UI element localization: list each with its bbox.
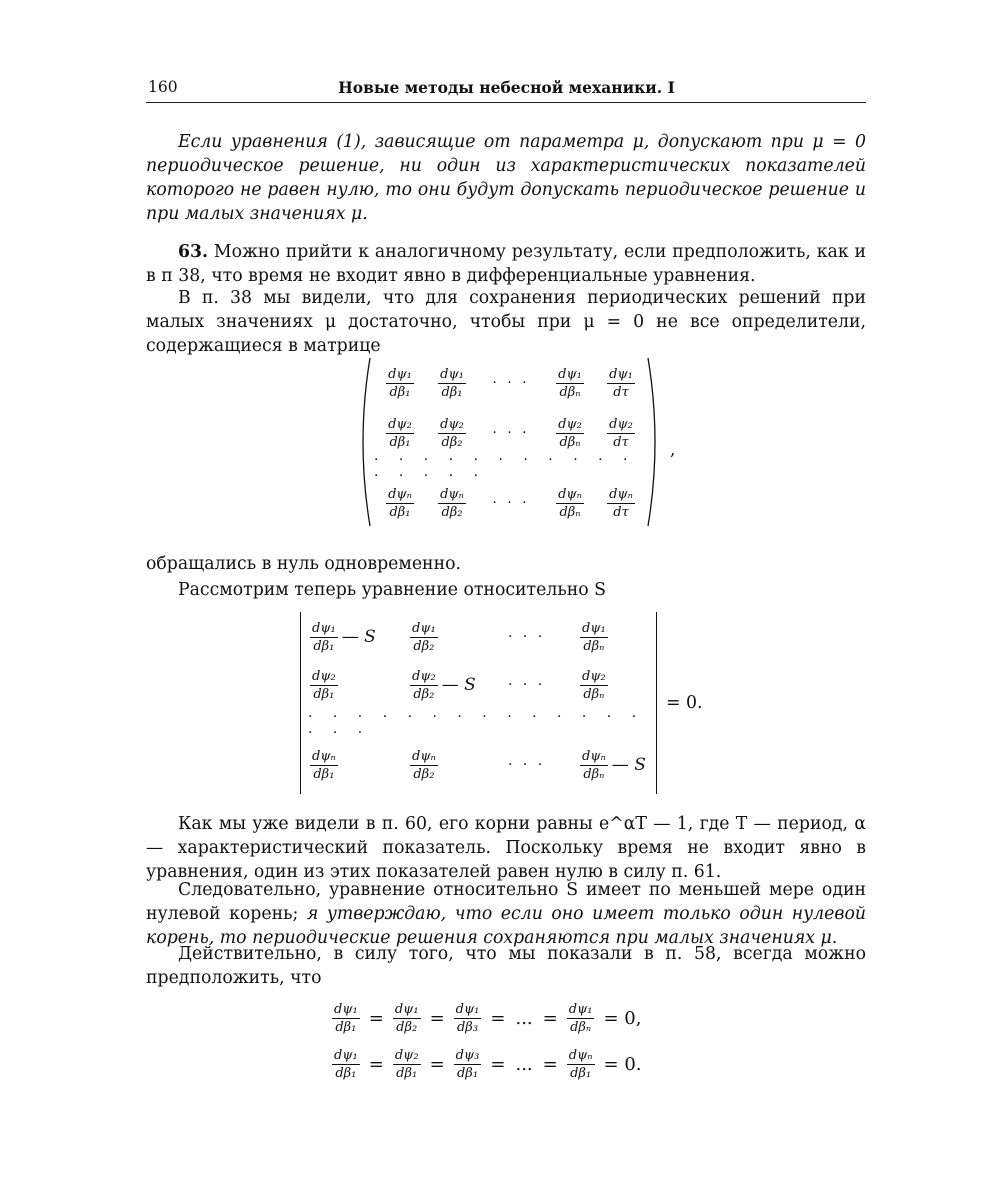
equals-sign: = — [542, 1054, 558, 1075]
matrix-entry — [556, 367, 584, 400]
denominator: dβ₁ — [335, 1066, 357, 1081]
ellipsis: ... — [515, 1054, 533, 1075]
minus-s: — S — [441, 675, 476, 695]
det-left-bar — [300, 612, 301, 794]
equation-end: = 0, — [603, 1008, 642, 1029]
paragraph-60-text: Как мы уже видели в п. 60, его корни равны e^αT — 1, где T — период, α — характеристический показатель. Поскольку время не входит явно в уравнения, один из этих показателей равен нулю в силу п. 61. — [146, 814, 866, 882]
denominator: dβₙ — [559, 384, 581, 400]
numerator: dψ₁ — [388, 366, 412, 382]
equation-row-1 — [330, 1002, 644, 1035]
denominator: dβ₂ — [441, 504, 463, 520]
denominator: dβₙ — [570, 1020, 592, 1035]
numerator: dψ₂ — [394, 1048, 419, 1063]
matrix-dots: · · · — [492, 425, 530, 441]
numerator: dψ₂ — [388, 416, 412, 432]
consider-line: Рассмотрим теперь уравнение относительно S — [178, 580, 606, 600]
matrix-entry — [607, 417, 635, 450]
numerator: dψₙ — [440, 486, 464, 502]
minus-s: — S — [341, 627, 376, 647]
numerator: dψ₁ — [334, 1002, 358, 1017]
numerator: dψ₂ — [312, 668, 336, 684]
denominator: dβₙ — [583, 686, 605, 702]
numerator: dψ₁ — [394, 1002, 419, 1017]
matrix-comma: , — [670, 440, 676, 460]
denominator: dβₙ — [559, 504, 581, 520]
equation-fraction — [567, 1048, 595, 1081]
matrix-entry — [438, 487, 466, 520]
denominator: dτ — [613, 384, 629, 400]
det-cell — [578, 749, 646, 782]
consequently-claim: я утверждаю, что если оно имеет только один нулевой корень, то периодические решения сохраняются при малых значениях μ. — [146, 904, 866, 948]
det-dots: · · · — [508, 629, 546, 645]
matrix-entry — [386, 367, 414, 400]
equals-sign: = — [368, 1054, 384, 1075]
numerator: dψₙ — [609, 486, 633, 502]
matrix-dots: · · · — [492, 375, 530, 391]
determinant-grid — [308, 614, 654, 790]
numerator: dψ₁ — [609, 366, 633, 382]
denominator: dβ₂ — [413, 638, 435, 654]
equation-fraction — [454, 1048, 482, 1081]
equals-sign: = — [542, 1008, 558, 1029]
minus-s: — S — [611, 755, 646, 775]
denominator: dβ₁ — [389, 434, 411, 450]
numerator: dψₙ — [582, 748, 606, 764]
denominator: dβ₁ — [396, 1066, 418, 1081]
header-rule — [146, 102, 866, 103]
equation-end: = 0. — [603, 1054, 642, 1075]
numerator: dψ₁ — [440, 366, 464, 382]
denominator: dβ₁ — [570, 1066, 592, 1081]
ellipsis: ... — [515, 1008, 533, 1029]
numerator: dψ₂ — [558, 416, 582, 432]
numerator: dψ₁ — [582, 620, 606, 636]
numerator: dψₙ — [312, 748, 336, 764]
det-cell — [308, 749, 340, 782]
denominator: dβ₁ — [313, 766, 335, 782]
theorem-statement — [146, 130, 866, 226]
after-matrix-line: обращались в нуль одновременно. — [146, 554, 461, 574]
numerator: dψ₁ — [558, 366, 582, 382]
denominator: dβ₁ — [441, 384, 463, 400]
denominator: dτ — [613, 434, 629, 450]
numerator: dψₙ — [412, 748, 436, 764]
matrix-entry — [556, 487, 584, 520]
characteristic-determinant — [300, 612, 660, 794]
numerator: dψ₁ — [412, 620, 436, 636]
consider-text — [146, 578, 866, 602]
det-entry — [310, 749, 338, 782]
indeed-text: Действительно, в силу того, что мы показали в п. 58, всегда можно предположить, что — [146, 944, 866, 988]
equation-fraction — [332, 1002, 360, 1035]
running-title: Новые методы небесной механики. I — [338, 78, 675, 97]
equals-sign: = — [429, 1008, 445, 1029]
theorem-text: Если уравнения (1), зависящие от параметра μ, допускают при μ = 0 периодическое решение, ни один из характеристических показателей которого не равен нулю, то они будут допускать периодическое решение и при малых значениях μ. — [146, 132, 866, 224]
numerator: dψ₁ — [455, 1002, 480, 1017]
matrix-entry — [607, 487, 635, 520]
numerator: dψ₂ — [582, 668, 606, 684]
denominator: dτ — [613, 504, 629, 520]
numerator: dψ₁ — [568, 1002, 593, 1017]
denominator: dβ₁ — [335, 1020, 357, 1035]
det-entry — [580, 669, 608, 702]
equals-sign: = — [490, 1008, 506, 1029]
det-dots: · · · — [508, 677, 546, 693]
equation-fraction — [454, 1002, 482, 1035]
numerator: dψₙ — [568, 1048, 593, 1063]
equals-sign: = — [490, 1054, 506, 1075]
equation-fraction — [567, 1002, 595, 1035]
equals-sign: = — [368, 1008, 384, 1029]
numerator: dψ₁ — [312, 620, 336, 636]
denominator: dβ₁ — [313, 638, 335, 654]
section-number: 63. — [178, 242, 209, 262]
det-entry — [310, 669, 338, 702]
numerator: dψ₂ — [609, 416, 633, 432]
denominator: dβ₁ — [313, 686, 335, 702]
numerator: dψ₁ — [334, 1048, 358, 1063]
det-entry — [410, 669, 438, 702]
matrix-dots-row: · · · · · · · · · · · · · · · · — [374, 452, 636, 484]
page-number: 160 — [148, 78, 178, 96]
matrix-entry — [386, 487, 414, 520]
det-cell — [308, 669, 340, 702]
indeed-paragraph — [146, 942, 866, 990]
matrix-entry — [556, 417, 584, 450]
matrix-entry — [607, 367, 635, 400]
denominator: dβ₁ — [389, 504, 411, 520]
det-dots-row: · · · · · · · · · · · · · · · · · — [308, 709, 645, 741]
denominator: dβ₂ — [413, 766, 435, 782]
det-dots: · · · — [508, 757, 546, 773]
denominator: dβ₁ — [389, 384, 411, 400]
equation-fraction — [332, 1048, 360, 1081]
det-cell — [578, 669, 610, 702]
matrix-dots: · · · — [492, 495, 530, 511]
consequently-plain: Следовательно, уравнение относительно S имеет по меньшей мере один нулевой корень; — [146, 880, 866, 924]
matrix-entry — [386, 417, 414, 450]
det-cell — [408, 621, 440, 654]
denominator: dβ₃ — [456, 1020, 479, 1035]
numerator: dψ₂ — [412, 668, 436, 684]
equation-row-2 — [330, 1048, 645, 1081]
det-entry — [410, 749, 438, 782]
paragraph-38-reference — [146, 286, 866, 358]
denominator: dβ₂ — [441, 434, 463, 450]
det-cell — [408, 749, 440, 782]
consequently-paragraph — [146, 878, 866, 950]
det-cell — [578, 621, 610, 654]
denominator: dβ₂ — [396, 1020, 418, 1035]
det-entry — [580, 621, 608, 654]
matrix-entry — [438, 417, 466, 450]
paragraph-60 — [146, 812, 866, 884]
left-paren — [356, 356, 372, 528]
denominator: dβₙ — [583, 766, 605, 782]
page-header — [148, 78, 865, 102]
equals-sign: = — [429, 1054, 445, 1075]
det-entry — [580, 749, 608, 782]
paragraph-63 — [146, 240, 866, 288]
jacobian-matrix — [356, 356, 662, 528]
det-entry — [410, 621, 438, 654]
equation-fraction — [393, 1048, 421, 1081]
numerator: dψₙ — [388, 486, 412, 502]
matrix-entry — [438, 367, 466, 400]
denominator: dβₙ — [559, 434, 581, 450]
right-paren — [646, 356, 662, 528]
equation-fraction — [393, 1002, 421, 1035]
paragraph-63-text: Можно прийти к аналогичному результату, если предположить, как и в п 38, что время не входит явно в дифференциальные уравнения. — [146, 242, 866, 286]
matrix-grid — [374, 358, 646, 528]
paragraph-38-text: В п. 38 мы видели, что для сохранения периодических решений при малых значениях μ достаточно, чтобы при μ = 0 не все определители, содержащиеся в матрице — [146, 288, 866, 356]
det-entry — [310, 621, 338, 654]
denominator: dβ₁ — [456, 1066, 479, 1081]
det-cell — [408, 669, 476, 702]
denominator: dβₙ — [583, 638, 605, 654]
after-matrix-text — [146, 552, 866, 576]
numerator: dψ₃ — [455, 1048, 480, 1063]
numerator: dψ₂ — [440, 416, 464, 432]
det-right-bar — [656, 612, 657, 794]
det-cell — [308, 621, 376, 654]
numerator: dψₙ — [558, 486, 582, 502]
det-equals-zero: = 0. — [666, 693, 703, 713]
denominator: dβ₂ — [413, 686, 435, 702]
